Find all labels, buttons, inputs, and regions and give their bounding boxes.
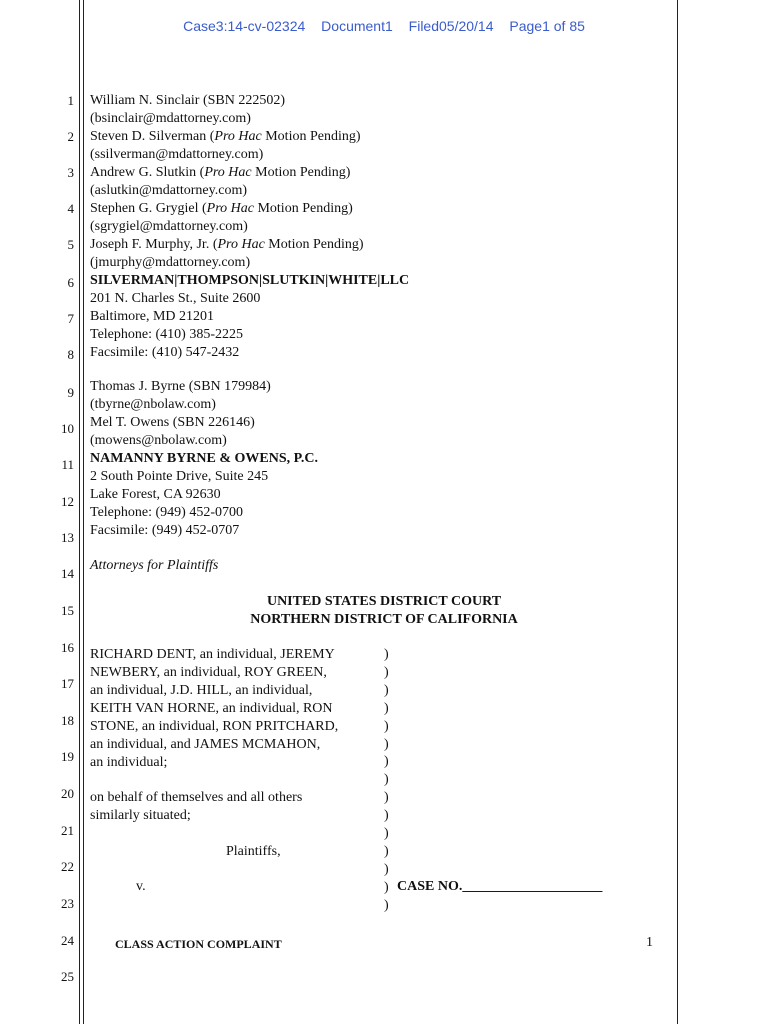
line-number: 25 (61, 969, 74, 984)
counsel-line: 201 N. Charles St., Suite 2600 (90, 291, 261, 306)
caption-paren: ) (384, 736, 389, 752)
line-number: 17 (61, 676, 74, 691)
counsel-line: (jmurphy@mdattorney.com) (90, 255, 251, 270)
line-number: 5 (67, 237, 74, 252)
attorneys-for: Attorneys for Plaintiffs (90, 558, 219, 573)
party-line: KEITH VAN HORNE, an individual, RON (90, 701, 333, 716)
plaintiffs-label: Plaintiffs, (226, 844, 281, 859)
court-name: UNITED STATES DISTRICT COURT (266, 594, 502, 609)
document-number: Document1 (321, 18, 393, 34)
counsel-line: Stephen G. Grygiel (Pro Hac Motion Pending) (90, 201, 353, 216)
caption-paren: ) (384, 790, 389, 806)
counsel-line: 2 South Pointe Drive, Suite 245 (90, 469, 269, 484)
line-number: 3 (67, 165, 74, 180)
line-number: 21 (61, 823, 74, 838)
counsel-line: (bsinclair@mdattorney.com) (90, 111, 251, 126)
case-number-field: CASE NO.____________________ (397, 879, 603, 894)
line-number: 11 (61, 457, 74, 472)
party-line: NEWBERY, an individual, ROY GREEN, (90, 665, 327, 680)
caption-paren: ) (384, 826, 389, 841)
party-line: STONE, an individual, RON PRITCHARD, (90, 719, 339, 734)
line-number: 7 (67, 311, 74, 326)
party-line: RICHARD DENT, an individual, JEREMY (90, 647, 335, 662)
party-line: an individual; (90, 755, 168, 770)
counsel-line: (tbyrne@nbolaw.com) (90, 397, 216, 412)
court-district: NORTHERN DISTRICT OF CALIFORNIA (250, 612, 518, 627)
footer-title: CLASS ACTION COMPLAINT (115, 937, 282, 951)
page-count: Page1 of 85 (509, 18, 585, 34)
party-line: similarly situated; (90, 808, 191, 823)
counsel-line: Baltimore, MD 21201 (90, 309, 215, 324)
caption-paren: ) (384, 754, 389, 770)
footer-page-number: 1 (646, 935, 653, 950)
counsel-line: (mowens@nbolaw.com) (90, 433, 227, 448)
caption-paren: ) (384, 718, 389, 734)
line-number: 12 (61, 494, 74, 509)
party-line: on behalf of themselves and all others (90, 790, 303, 805)
firm-name: NAMANNY BYRNE & OWENS, P.C. (90, 451, 319, 466)
line-number: 13 (61, 530, 74, 545)
counsel-line: Facsimile: (949) 452-0707 (90, 523, 240, 538)
counsel-line: Steven D. Silverman (Pro Hac Motion Pending) (90, 129, 361, 144)
caption-paren: ) (384, 808, 389, 824)
caption-paren: ) (384, 700, 389, 716)
counsel-line: Mel T. Owens (SBN 226146) (90, 415, 255, 430)
right-margin-rule (677, 0, 678, 1024)
caption-paren: ) (384, 664, 389, 680)
line-number: 8 (67, 347, 74, 362)
counsel-line: Telephone: (410) 385-2225 (90, 327, 243, 342)
party-line: an individual, and JAMES MCMAHON, (90, 737, 321, 752)
counsel-line: Joseph F. Murphy, Jr. (Pro Hac Motion Pending) (90, 237, 364, 252)
line-number: 10 (61, 421, 74, 436)
line-number: 19 (61, 749, 74, 764)
caption-paren: ) (384, 843, 389, 859)
counsel-line: William N. Sinclair (SBN 222502) (90, 93, 286, 108)
line-number: 20 (61, 786, 74, 801)
line-number: 14 (61, 566, 74, 581)
caption-paren: ) (384, 647, 389, 662)
counsel-line: (ssilverman@mdattorney.com) (90, 147, 264, 162)
caption-paren: ) (384, 682, 389, 698)
versus-label: v. (136, 879, 146, 894)
firm-name: SILVERMAN|THOMPSON|SLUTKIN|WHITE|LLC (90, 273, 410, 288)
line-number: 16 (61, 640, 74, 655)
line-number: 2 (67, 129, 74, 144)
counsel-line: Andrew G. Slutkin (Pro Hac Motion Pending) (90, 165, 351, 180)
line-number: 1 (67, 93, 74, 108)
caption-paren: ) (384, 897, 389, 913)
left-margin-rule-outer (79, 0, 80, 1024)
line-number: 6 (67, 275, 74, 290)
line-number: 4 (67, 201, 74, 216)
filed-date: Filed05/20/14 (408, 18, 494, 34)
caption-paren: ) (384, 861, 389, 877)
line-number: 18 (61, 713, 74, 728)
line-number: 22 (61, 859, 74, 874)
line-number: 15 (61, 603, 74, 618)
counsel-line: Lake Forest, CA 92630 (90, 487, 221, 502)
line-number: 9 (67, 385, 74, 400)
counsel-line: Thomas J. Byrne (SBN 179984) (90, 379, 271, 394)
left-margin-rule-inner (83, 0, 84, 1024)
counsel-line: (aslutkin@mdattorney.com) (90, 183, 248, 198)
filing-header (0, 18, 768, 34)
counsel-line: Telephone: (949) 452-0700 (90, 505, 243, 520)
counsel-line: (sgrygiel@mdattorney.com) (90, 219, 248, 234)
case-number: Case3:14-cv-02324 (183, 18, 306, 34)
line-number: 24 (61, 933, 74, 948)
line-number: 23 (61, 896, 74, 911)
caption-paren: ) (384, 879, 389, 895)
party-line: an individual, J.D. HILL, an individual, (90, 683, 313, 698)
caption-paren: ) (384, 772, 389, 788)
counsel-line: Facsimile: (410) 547-2432 (90, 345, 240, 360)
